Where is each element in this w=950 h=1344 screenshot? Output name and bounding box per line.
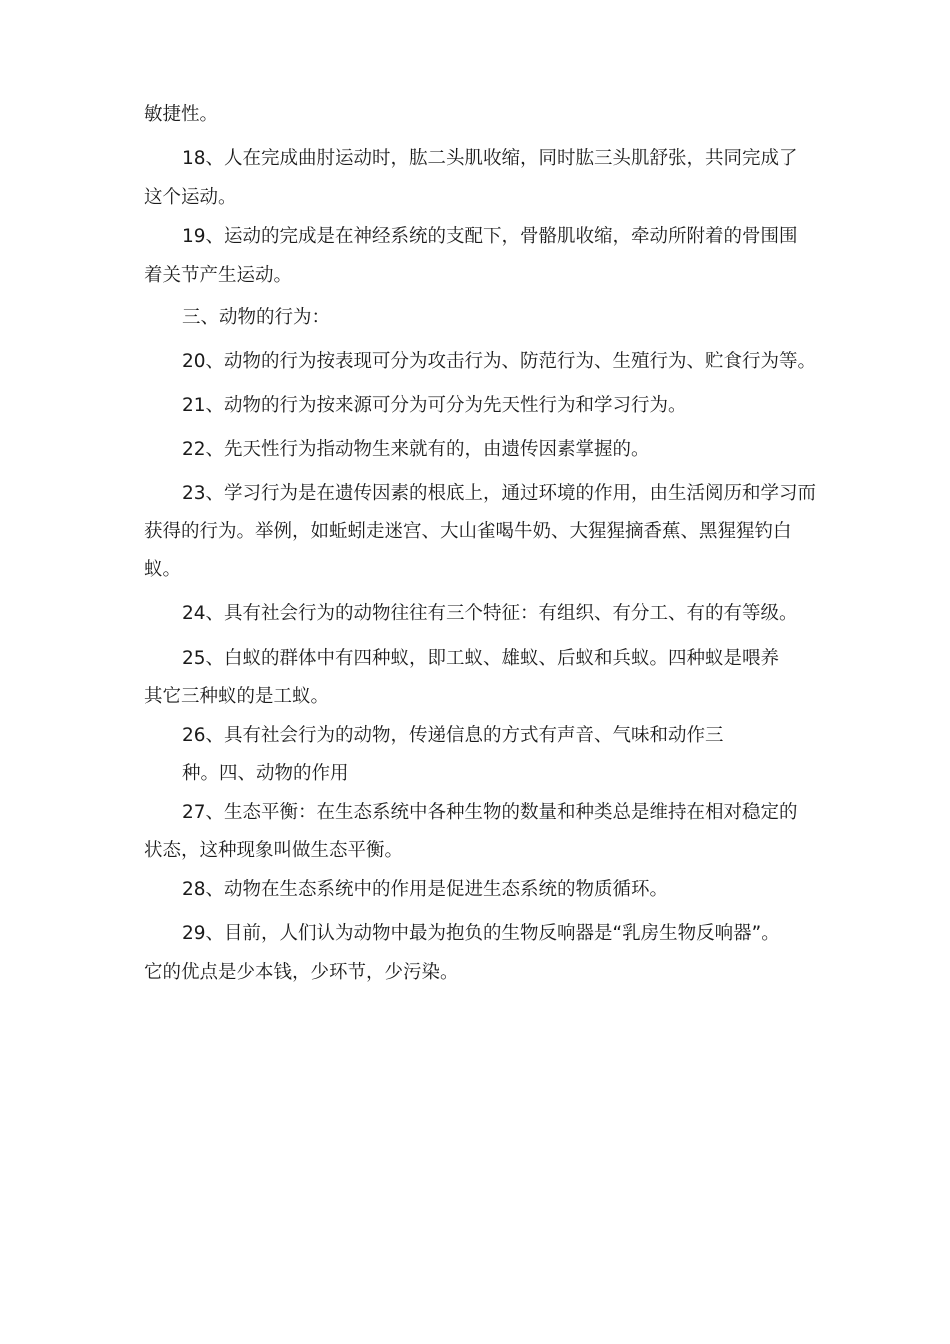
text-line: 26、具有社会行为的动物，传递信息的方式有声音、气味和动作三 (182, 725, 724, 746)
text-line: 着关节产生运动。 (144, 265, 293, 286)
text-line: 28、动物在生态系统中的作用是促进生态系统的物质循环。 (182, 879, 669, 900)
text-line: 19、运动的完成是在神经系统的支配下，骨骼肌收缩，牵动所附着的骨围围 (182, 226, 798, 247)
text-line: 22、先天性行为指动物生来就有的，由遗传因素掌握的。 (182, 439, 650, 460)
text-line: 其它三种蚁的是工蚁。 (144, 686, 330, 707)
text-line: 25、白蚁的群体中有四种蚁，即工蚁、雄蚁、后蚁和兵蚁。四种蚁是喂养 (182, 648, 780, 669)
text-line: 24、具有社会行为的动物往往有三个特征：有组织、有分工、有的有等级。 (182, 603, 798, 624)
text-line: 蚁。 (144, 559, 182, 580)
text-line: 23、学习行为是在遗传因素的根底上，通过环境的作用，由生活阅历和学习而 (182, 483, 817, 504)
text-line: 敏捷性。 (144, 104, 219, 125)
text-line: 获得的行为。举例，如蚯蚓走迷宫、大山雀喝牛奶、大猩猩摘香蕉、黑猩猩钓白 (144, 521, 792, 542)
text-line: 这个运动。 (144, 187, 237, 208)
text-line: 27、生态平衡：在生态系统中各种生物的数量和种类总是维持在相对稳定的 (182, 802, 798, 823)
text-line: 21、动物的行为按来源可分为可分为先天性行为和学习行为。 (182, 395, 687, 416)
text-line: 状态，这种现象叫做生态平衡。 (144, 840, 404, 861)
text-line: 29、目前，人们认为动物中最为抱负的生物反响器是“乳房生物反响器”。 (182, 923, 780, 944)
text-line: 18、人在完成曲肘运动时，肱二头肌收缩，同时肱三头肌舒张，共同完成了 (182, 148, 798, 169)
section-heading: 三、动物的行为： (182, 307, 331, 328)
text-line: 20、动物的行为按表现可分为攻击行为、防范行为、生殖行为、贮食行为等。 (182, 351, 817, 372)
text-line: 种。四、动物的作用 (182, 763, 349, 784)
text-line: 它的优点是少本钱，少环节，少污染。 (144, 962, 459, 983)
